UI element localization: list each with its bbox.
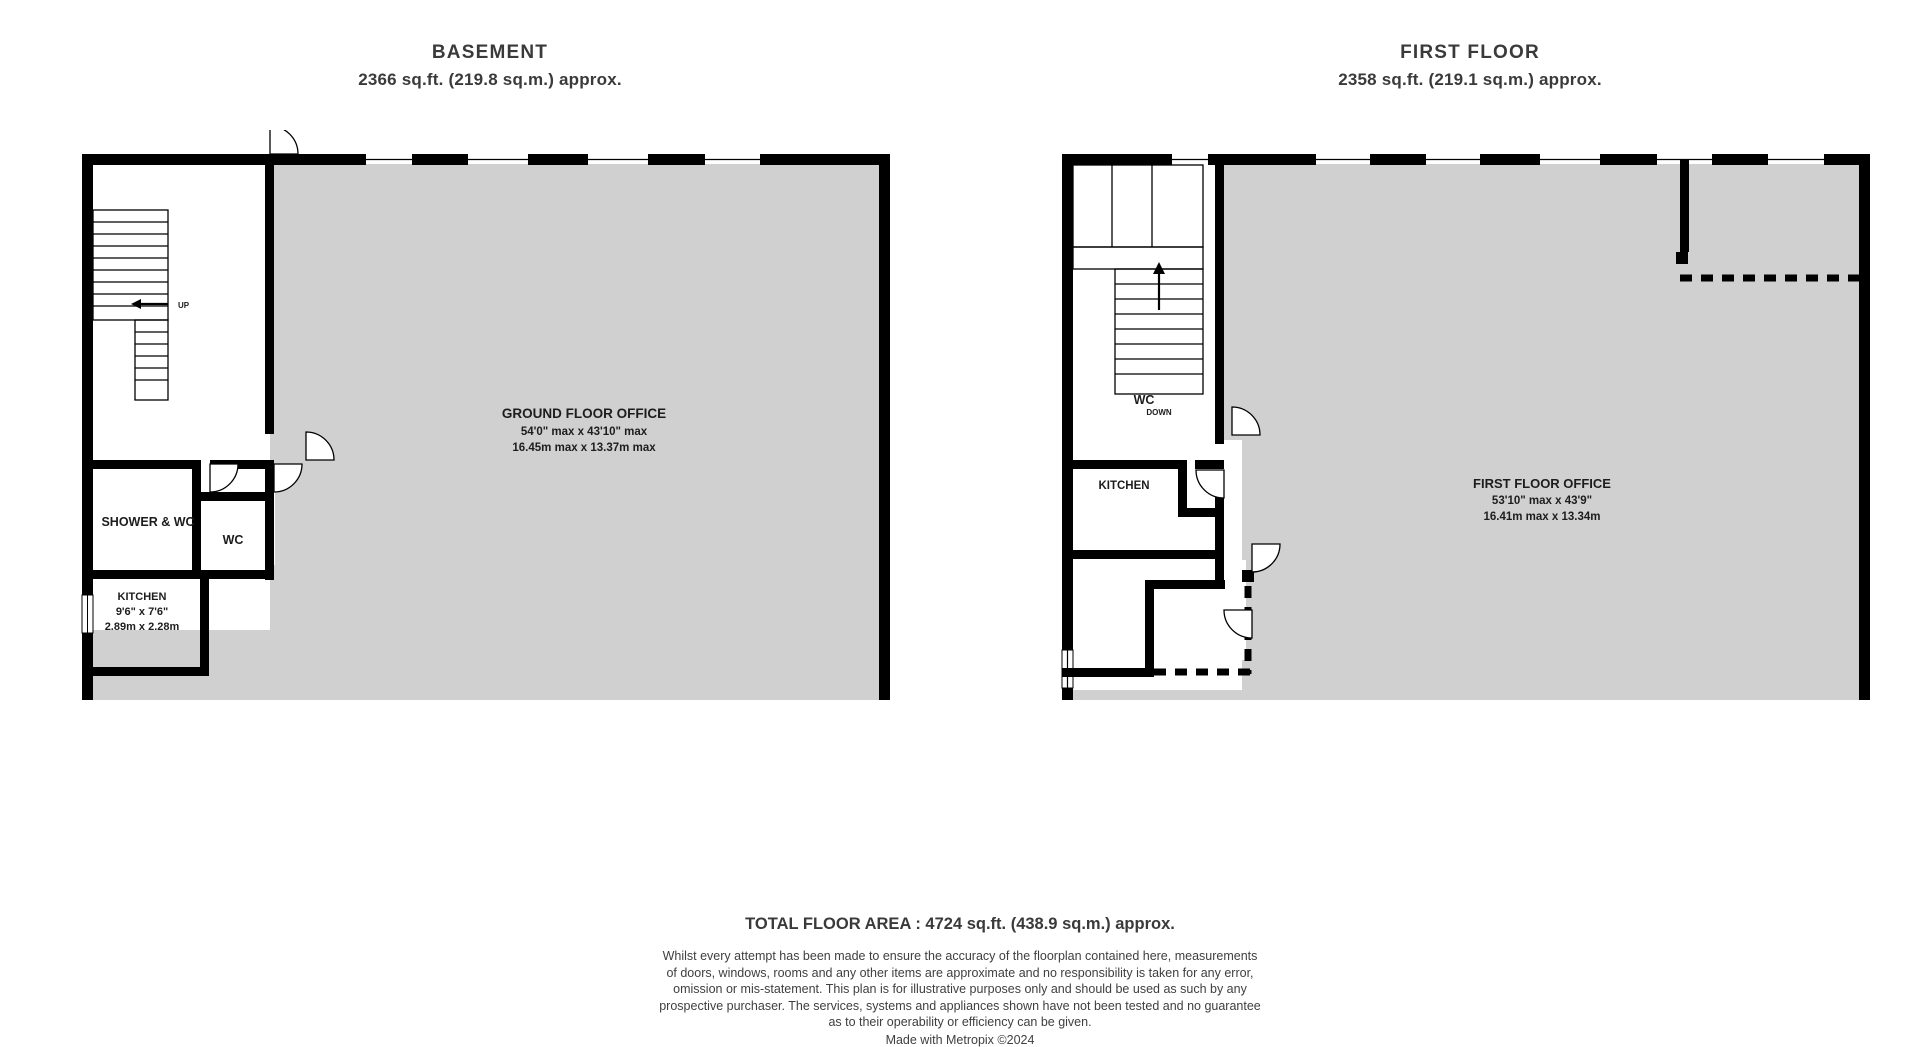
basement-stair-direction-label: UP xyxy=(178,301,190,310)
basement-room-label-kitchen: KITCHEN xyxy=(117,591,167,603)
first-floor-room-dim-office-imperial: 53'10" max x 43'9" xyxy=(1491,495,1593,507)
first-floor-room-label-office: FIRST FLOOR OFFICE xyxy=(1473,476,1611,491)
first-floor-plan-svg xyxy=(1040,130,1880,700)
basement-plan-svg xyxy=(60,130,900,700)
footer xyxy=(0,915,1920,1047)
first-floor-title: FIRST FLOOR xyxy=(1400,42,1540,63)
basement-room-dim-office-metric: 16.45m max x 13.37m max xyxy=(512,442,656,454)
disclaimer xyxy=(0,948,1920,1031)
basement-room-label-ground-floor-office: GROUND FLOOR OFFICE xyxy=(501,406,667,421)
first-floor-title-block xyxy=(1160,42,1780,90)
basement-room-label-wc: WC xyxy=(222,533,244,547)
disclaimer-line-2: of doors, windows, rooms and any other items are approximate and no responsibility is taken for any error, xyxy=(666,965,1254,980)
made-with-credit: Made with Metropix ©2024 xyxy=(885,1032,1035,1047)
basement-area: 2366 sq.ft. (219.8 sq.m.) approx. xyxy=(358,70,622,89)
total-floor-area: TOTAL FLOOR AREA : 4724 sq.ft. (438.9 sq.m.) approx. xyxy=(745,915,1175,933)
first-floor-room-label-wc: WC xyxy=(1133,393,1155,407)
basement-title: BASEMENT xyxy=(431,42,549,63)
basement-title-block xyxy=(180,42,800,90)
first-floor-room-label-kitchen: KITCHEN xyxy=(1098,480,1150,492)
disclaimer-line-1: Whilst every attempt has been made to ensure the accuracy of the floorplan contained here, measurements xyxy=(662,949,1258,963)
basement-room-label-shower-wc: SHOWER & WC xyxy=(101,515,195,529)
first-floor-stair-direction-label: DOWN xyxy=(1146,408,1172,417)
disclaimer-line-4: prospective purchaser. The services, systems and appliances shown have not been tested and no guarantee xyxy=(659,998,1261,1013)
basement-room-dim-kitchen-metric: 2.89m x 2.28m xyxy=(104,621,180,633)
basement-room-dim-kitchen-imperial: 9'6" x 7'6" xyxy=(115,606,169,618)
first-floor-room-dim-office-metric: 16.41m max x 13.34m xyxy=(1483,511,1601,523)
basement-plan xyxy=(60,130,900,700)
basement-room-dim-office-imperial: 54'0" max x 43'10" max xyxy=(520,426,648,438)
first-floor-plan xyxy=(1040,130,1880,700)
disclaimer-line-3: omission or mis-statement. This plan is for illustrative purposes only and should be used as such by any xyxy=(673,982,1247,996)
basement-kitchen-window xyxy=(82,595,93,633)
disclaimer-line-5: as to their operability or efficiency can be given. xyxy=(828,1015,1092,1029)
first-floor-area: 2358 sq.ft. (219.1 sq.m.) approx. xyxy=(1338,70,1602,89)
